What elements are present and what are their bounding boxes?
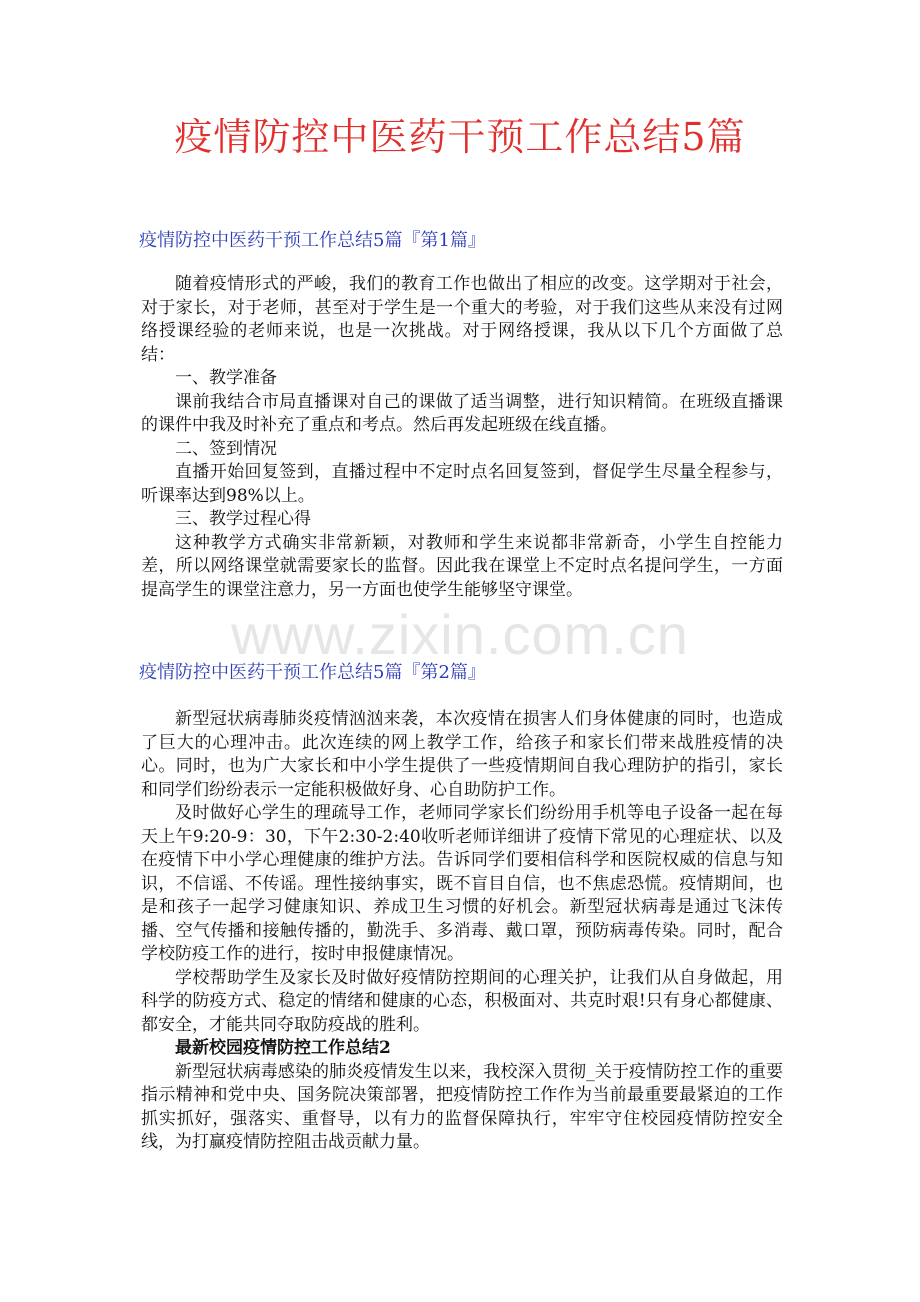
section-body-2 bbox=[141, 708, 783, 1155]
paragraph: 随着疫情形式的严峻，我们的教育工作也做出了相应的改变。这学期对于社会，对于家长，对于老师，甚至对于学生是一个重大的考验，对于我们这些从来没有过网络授课经验的老师来说，也是一次挑战。对于网络授课，我从以下几个方面做了总结： bbox=[141, 274, 783, 365]
subheading: 最新校园疫情防控工作总结2 bbox=[175, 1038, 391, 1058]
section-heading-2[interactable]: 疫情防控中医药干预工作总结5篇『第2篇』 bbox=[139, 662, 486, 683]
paragraph: 及时做好心学生的理疏导工作，老师同学家长们纷纷用手机等电子设备一起在每天上午9:20-9：30，下午2:30-2:40收听老师详细讲了疫情下常见的心理症状、以及在疫情下中小学心理健康的维护方法。告诉同学们要相信科学和医院权威的信息与知识，不信谣、不传谣。理性接纳事实，既不盲目自信，也不焦虑恐慌。疫情期间，也是和孩子一起学习健康知识、养成卫生习惯的好机会。新型冠状病毒是通过飞沫传播、空气传播和接触传播的，勤洗手、多消毒、戴口罩，预防病毒传染。同时，配合学校防疫工作的进行，按时申报健康情况。 bbox=[141, 803, 783, 964]
paragraph: 课前我结合市局直播课对自己的课做了适当调整，进行知识精简。在班级直播课的课件中我及时补充了重点和考点。然后再发起班级在线直播。 bbox=[141, 391, 783, 435]
paragraph: 直播开始回复签到，直播过程中不定时点名回复签到，督促学生尽量全程参与，听课率达到98%以上。 bbox=[141, 462, 783, 506]
subheading: 一、教学准备 bbox=[175, 368, 277, 388]
subheading: 二、签到情况 bbox=[175, 438, 277, 459]
paragraph: 这种教学方式确实非常新颖，对教师和学生来说都非常新奇，小学生自控能力差，所以网络课堂就需要家长的监督。因此我在课堂上不定时点名提问学生，一方面提高学生的课堂注意力，另一方面也使学生能够坚守课堂。 bbox=[141, 532, 783, 600]
document-title: 疫情防控中医药干预工作总结5篇 bbox=[174, 115, 746, 159]
paragraph: 学校帮助学生及家长及时做好疫情防控期间的心理关护，让我们从自身做起，用科学的防疫方式、稳定的情绪和健康的心态，积极面对、共克时艰!只有身心都健康、都安全，才能共同夺取防疫战的胜利。 bbox=[141, 967, 783, 1035]
subheading: 三、教学过程心得 bbox=[175, 509, 311, 529]
watermark: www.zixin.com.cn bbox=[231, 603, 689, 666]
paragraph: 新型冠状病毒感染的肺炎疫情发生以来，我校深入贯彻_关于疫情防控工作的重要指示精神和党中央、国务院决策部署，把疫情防控工作作为当前最重要最紧迫的工作抓实抓好，强落实、重督导，以有力的监督保障执行，牢牢守住校园疫情防控安全线，为打赢疫情防控阻击战贡献力量。 bbox=[141, 1061, 783, 1152]
section-heading-1[interactable]: 疫情防控中医药干预工作总结5篇『第1篇』 bbox=[139, 230, 486, 251]
section-body-1 bbox=[141, 273, 783, 602]
paragraph: 新型冠状病毒肺炎疫情汹汹来袭，本次疫情在损害人们身体健康的同时，也造成了巨大的心理冲击。此次连续的网上教学工作，给孩子和家长们带来战胜疫情的决心。同时，也为广大家长和中小学生提供了一些疫情期间自我心理防护的指引，家长和同学们纷纷表示一定能积极做好身、心自助防护工作。 bbox=[141, 709, 783, 800]
